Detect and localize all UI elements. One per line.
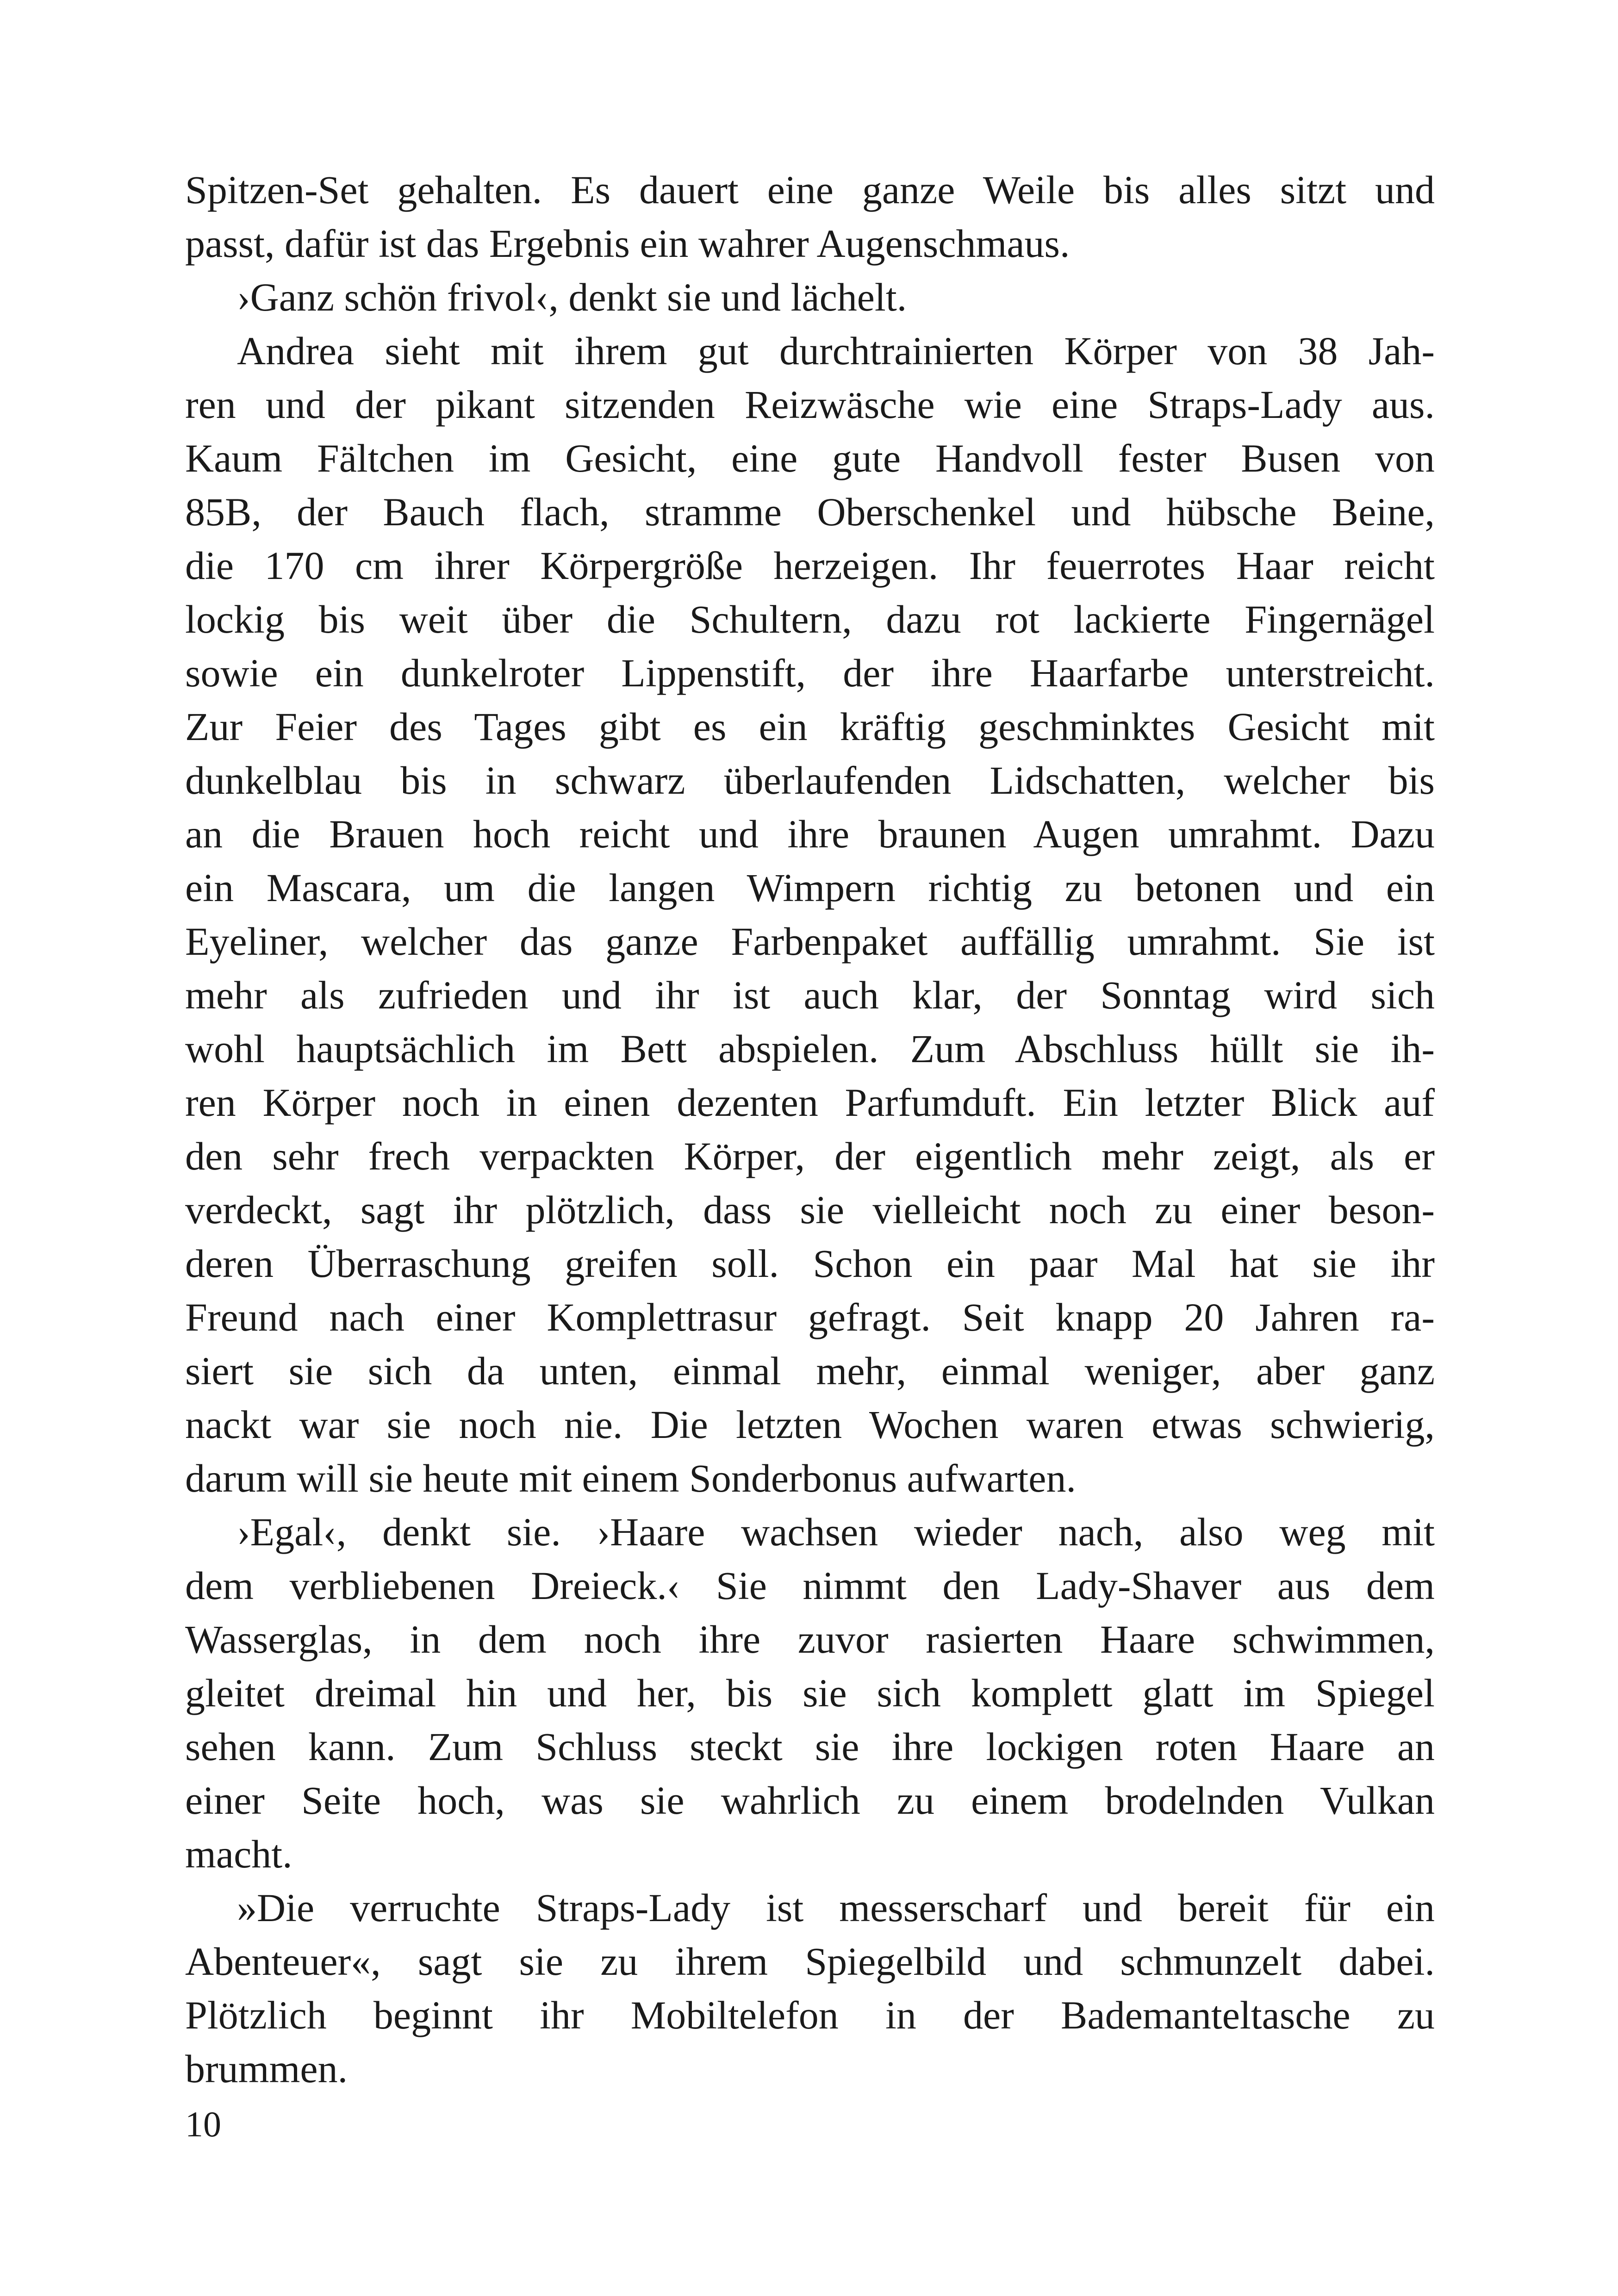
text-line: dunkelblau bis in schwarz überlaufenden Lidschatten, welcher bis bbox=[185, 758, 1435, 803]
text-line: ›Egal‹, denkt sie. ›Haare wachsen wieder nach, also weg mit bbox=[237, 1510, 1435, 1554]
text-line: einer Seite hoch, was sie wahrlich zu einem brodelnden Vulkan bbox=[185, 1778, 1435, 1823]
text-line: macht. bbox=[185, 1832, 292, 1876]
text-line: Wasserglas, in dem noch ihre zuvor rasierten Haare schwimmen, bbox=[185, 1617, 1435, 1661]
text-line: sowie ein dunkelroter Lippenstift, der ihre Haarfarbe unterstreicht. bbox=[185, 651, 1435, 695]
body-text bbox=[185, 163, 1435, 2096]
text-line: Spitzen-Set gehalten. Es dauert eine ganze Weile bis alles sitzt und bbox=[185, 168, 1435, 212]
text-line: Zur Feier des Tages gibt es ein kräftig geschminktes Gesicht mit bbox=[185, 704, 1435, 749]
text-line: Plötzlich beginnt ihr Mobiltelefon in der Bademanteltasche zu bbox=[185, 1993, 1435, 2037]
text-line: mehr als zufrieden und ihr ist auch klar, der Sonntag wird sich bbox=[185, 973, 1435, 1017]
text-line: dem verbliebenen Dreieck.‹ Sie nimmt den Lady-Shaver aus dem bbox=[185, 1563, 1435, 1608]
text-line: an die Brauen hoch reicht und ihre braunen Augen umrahmt. Dazu bbox=[185, 812, 1435, 856]
text-line: den sehr frech verpackten Körper, der eigentlich mehr zeigt, als er bbox=[185, 1134, 1435, 1178]
text-line: 85B, der Bauch flach, stramme Oberschenkel und hübsche Beine, bbox=[185, 490, 1435, 534]
text-line: nackt war sie noch nie. Die letzten Wochen waren etwas schwierig, bbox=[185, 1402, 1435, 1447]
text-line: ›Ganz schön frivol‹, denkt sie und lächelt. bbox=[237, 275, 907, 319]
text-line: passt, dafür ist das Ergebnis ein wahrer Augenschmaus. bbox=[185, 221, 1070, 266]
text-line: die 170 cm ihrer Körpergröße herzeigen. Ihr feuerrotes Haar reicht bbox=[185, 543, 1435, 588]
text-line: Freund nach einer Komplettrasur gefragt. Seit knapp 20 Jahren ra- bbox=[185, 1295, 1435, 1339]
text-line: gleitet dreimal hin und her, bis sie sich komplett glatt im Spiegel bbox=[185, 1671, 1435, 1715]
text-line: Eyeliner, welcher das ganze Farbenpaket auffällig umrahmt. Sie ist bbox=[185, 919, 1435, 964]
text-line: lockig bis weit über die Schultern, dazu rot lackierte Fingernägel bbox=[185, 597, 1435, 641]
text-line: »Die verruchte Straps-Lady ist messerscharf und bereit für ein bbox=[237, 1885, 1435, 1930]
text-line: deren Überraschung greifen soll. Schon ein paar Mal hat sie ihr bbox=[185, 1241, 1435, 1286]
text-line: siert sie sich da unten, einmal mehr, einmal weniger, aber ganz bbox=[185, 1349, 1435, 1393]
text-line: wohl hauptsächlich im Bett abspielen. Zum Abschluss hüllt sie ih- bbox=[185, 1027, 1435, 1071]
text-line: ein Mascara, um die langen Wimpern richtig zu betonen und ein bbox=[185, 865, 1435, 910]
text-line: Andrea sieht mit ihrem gut durchtrainierten Körper von 38 Jah- bbox=[237, 329, 1435, 373]
text-line: darum will sie heute mit einem Sonderbonus aufwarten. bbox=[185, 1456, 1076, 1500]
text-line: sehen kann. Zum Schluss steckt sie ihre lockigen roten Haare an bbox=[185, 1724, 1435, 1769]
text-line: Abenteuer«, sagt sie zu ihrem Spiegelbild und schmunzelt dabei. bbox=[185, 1939, 1435, 1984]
text-line: ren Körper noch in einen dezenten Parfumduft. Ein letzter Blick auf bbox=[185, 1080, 1435, 1125]
text-line: ren und der pikant sitzenden Reizwäsche wie eine Straps-Lady aus. bbox=[185, 382, 1435, 427]
text-line: brummen. bbox=[185, 2047, 348, 2091]
text-line: Kaum Fältchen im Gesicht, eine gute Handvoll fester Busen von bbox=[185, 436, 1435, 480]
text-line: verdeckt, sagt ihr plötzlich, dass sie vielleicht noch zu einer beson- bbox=[185, 1188, 1435, 1232]
page-number: 10 bbox=[185, 2104, 221, 2144]
